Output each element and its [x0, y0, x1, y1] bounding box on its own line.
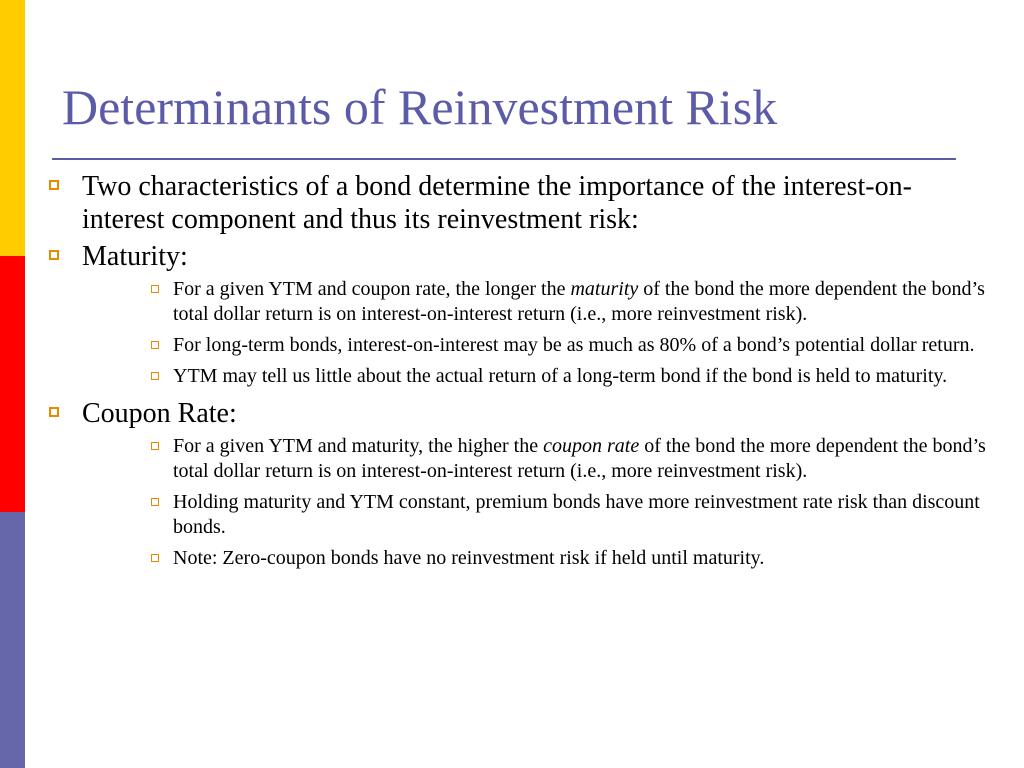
square-bullet-icon	[151, 372, 159, 380]
coupon-rate-sub-list	[46, 434, 986, 571]
sidebar-accent-purple	[0, 512, 25, 768]
square-bullet-icon	[151, 442, 159, 450]
bullet-text: Coupon Rate:	[82, 398, 237, 429]
sub-bullet-emphasis: maturity	[570, 278, 639, 300]
square-bullet-icon	[151, 285, 159, 293]
bullet-characteristics	[46, 170, 986, 236]
sub-bullet-text-before: For a given YTM and coupon rate, the longer the	[173, 278, 571, 300]
sidebar-accent-red	[0, 256, 25, 512]
sidebar-accent-yellow	[0, 0, 25, 256]
sub-bullet-text-after: of the bond the more dependent the bond’s total dollar return is on interest-on-interest return (i.e., more reinvestment risk).	[173, 435, 986, 482]
sub-bullet-text: Note: Zero-coupon bonds have no reinvestment risk if held until maturity.	[173, 547, 765, 569]
sub-bullet-text-after: of the bond the more dependent the bond’s total dollar return is on interest-on-interest return (i.e., more reinvestment risk).	[173, 278, 985, 325]
square-bullet-icon	[151, 341, 159, 349]
sub-bullet-text: Holding maturity and YTM constant, premium bonds have more reinvestment rate risk than discount bonds.	[173, 491, 980, 538]
title-underline	[52, 158, 956, 160]
sub-bullet	[46, 490, 986, 540]
bullet-text: Maturity:	[82, 241, 188, 272]
square-bullet-icon	[151, 554, 159, 562]
sub-bullet-text-before: For a given YTM and maturity, the higher the	[173, 435, 544, 457]
sub-bullet	[46, 277, 986, 327]
sub-bullet-text: YTM may tell us little about the actual return of a long-term bond if the bond is held to maturity.	[173, 365, 948, 387]
maturity-sub-list	[46, 277, 986, 389]
slide-content	[46, 170, 986, 579]
sub-bullet	[46, 434, 986, 484]
square-bullet-icon	[49, 180, 59, 190]
square-bullet-icon	[151, 498, 159, 506]
bullet-coupon-rate	[46, 397, 986, 430]
bullet-maturity	[46, 240, 986, 273]
sub-bullet-text: For long-term bonds, interest-on-interest may be as much as 80% of a bond’s potential dollar return.	[173, 334, 975, 356]
sub-bullet	[46, 364, 986, 389]
slide-title: Determinants of Reinvestment Risk	[62, 79, 778, 135]
sub-bullet-emphasis: coupon rate	[543, 435, 640, 457]
sub-bullet	[46, 546, 986, 571]
sub-bullet	[46, 333, 986, 358]
bullet-text: Two characteristics of a bond determine the importance of the interest-on-interest component and thus its reinvestment risk:	[82, 171, 912, 235]
square-bullet-icon	[49, 407, 59, 417]
square-bullet-icon	[49, 250, 59, 260]
